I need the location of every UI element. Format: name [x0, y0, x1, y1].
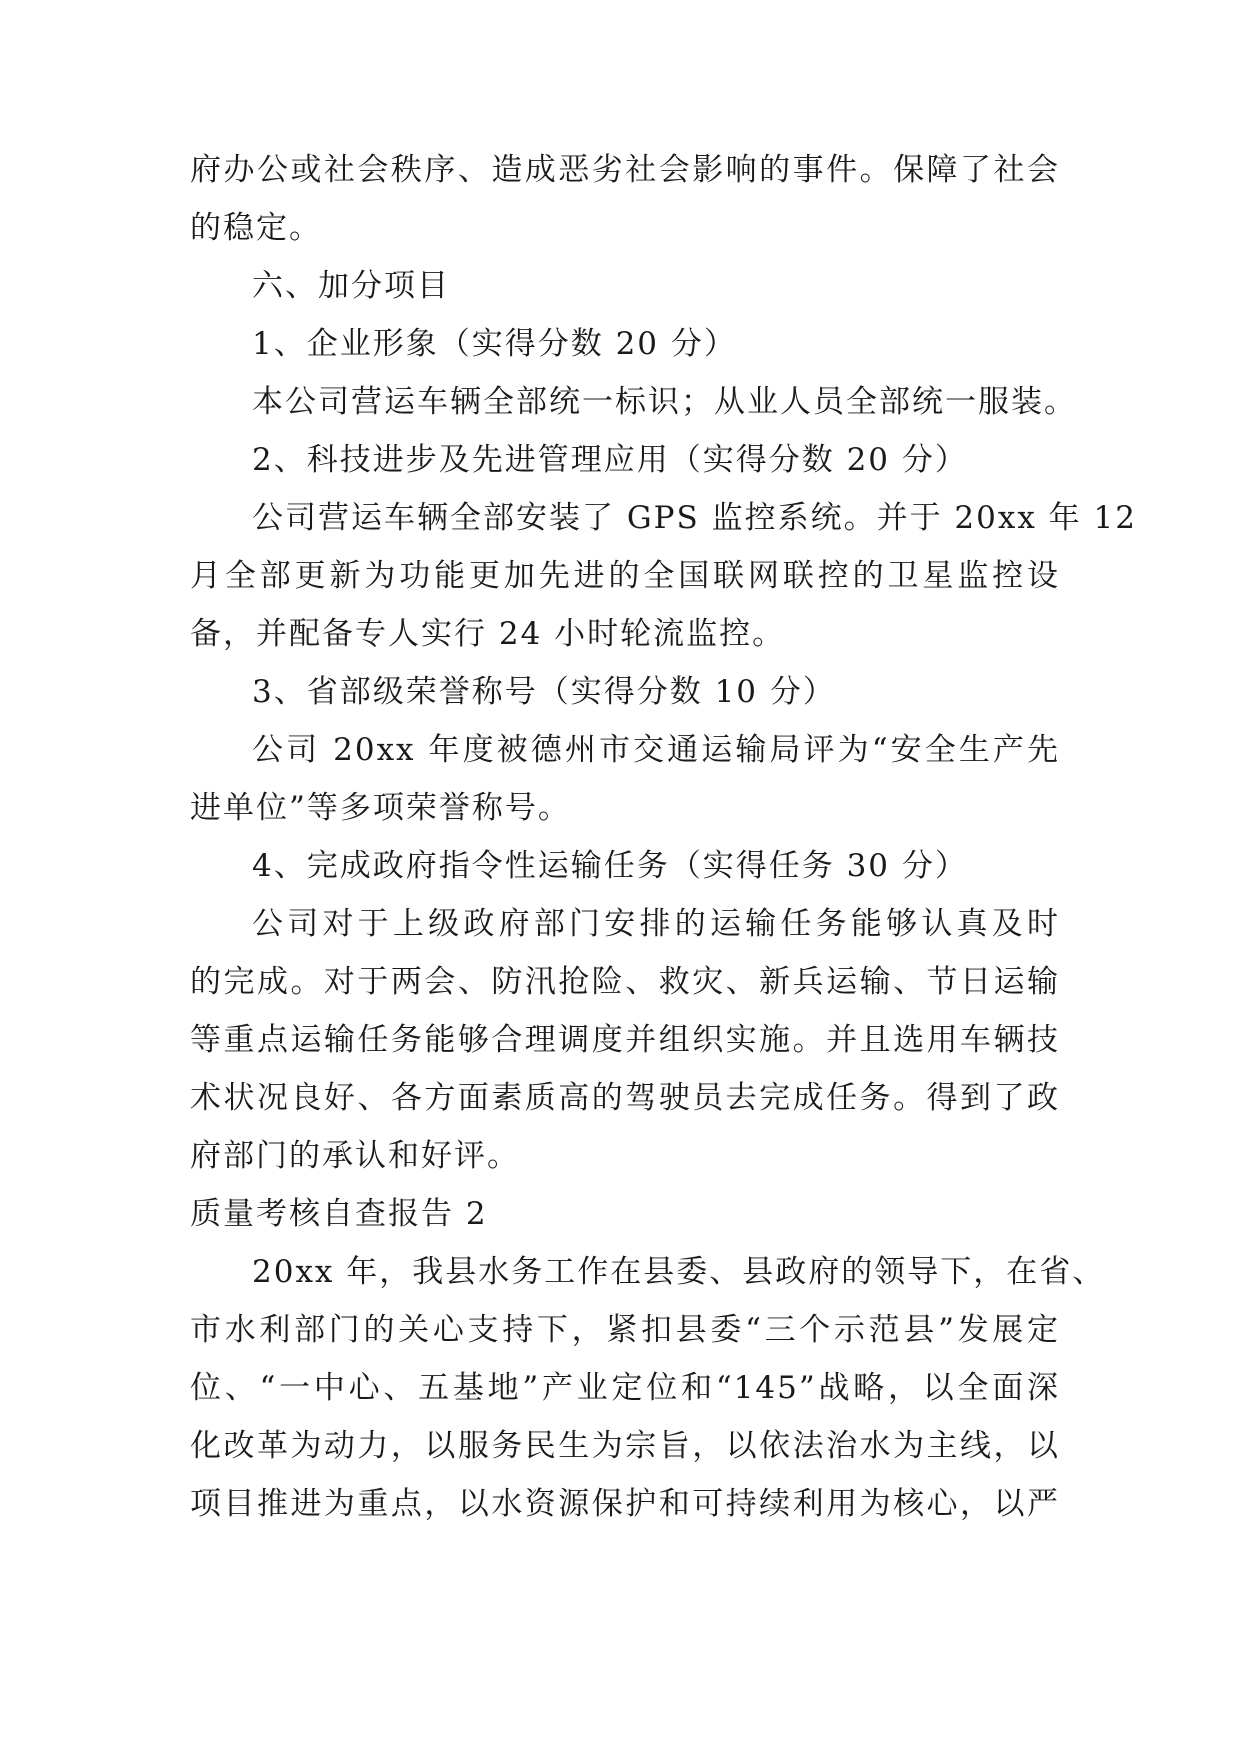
body-text-line: 术状况良好、各方面素质高的驾驶员去完成任务。得到了政 — [190, 1080, 1060, 1116]
body-text-line: 等重点运输任务能够合理调度并组织实施。并且选用车辆技 — [190, 1022, 1060, 1058]
body-text-line: 府办公或社会秩序、造成恶劣社会影响的事件。保障了社会 — [190, 152, 1060, 188]
body-text-line: 本公司营运车辆全部统一标识；从业人员全部统一服装。 — [252, 384, 1077, 420]
body-text-line: 进单位”等多项荣誉称号。 — [190, 790, 571, 826]
item-heading: 4、完成政府指令性运输任务（实得任务 30 分） — [252, 848, 968, 884]
body-text-line: 公司 20xx 年度被德州市交通运输局评为“安全生产先 — [252, 732, 1060, 768]
body-text-line: 备，并配备专人实行 24 小时轮流监控。 — [190, 616, 786, 652]
body-text-line: 项目推进为重点，以水资源保护和可持续利用为核心，以严 — [190, 1486, 1060, 1522]
item-heading: 2、科技进步及先进管理应用（实得分数 20 分） — [252, 442, 968, 478]
body-text-line: 位、“一中心、五基地”产业定位和“145”战略，以全面深 — [190, 1370, 1060, 1406]
section-heading: 六、加分项目 — [252, 268, 450, 304]
item-heading: 3、省部级荣誉称号（实得分数 10 分） — [252, 674, 836, 710]
body-text-line: 20xx 年，我县水务工作在县委、县政府的领导下，在省、 — [252, 1254, 1106, 1290]
body-text-line: 的稳定。 — [190, 210, 322, 246]
body-text-line: 化改革为动力，以服务民生为宗旨，以依法治水为主线，以 — [190, 1428, 1060, 1464]
report-title: 质量考核自查报告 2 — [190, 1196, 488, 1232]
body-text-line: 的完成。对于两会、防汛抢险、救灾、新兵运输、节日运输 — [190, 964, 1060, 1000]
body-text-line: 市水利部门的关心支持下，紧扣县委“三个示范县”发展定 — [190, 1312, 1060, 1348]
body-text-line: 公司对于上级政府部门安排的运输任务能够认真及时 — [252, 906, 1060, 942]
item-heading: 1、企业形象（实得分数 20 分） — [252, 326, 737, 362]
body-text-line: 公司营运车辆全部安装了 GPS 监控系统。并于 20xx 年 12 — [252, 500, 1137, 536]
body-text-line: 月全部更新为功能更加先进的全国联网联控的卫星监控设 — [190, 558, 1060, 594]
body-text-line: 府部门的承认和好评。 — [190, 1138, 520, 1174]
